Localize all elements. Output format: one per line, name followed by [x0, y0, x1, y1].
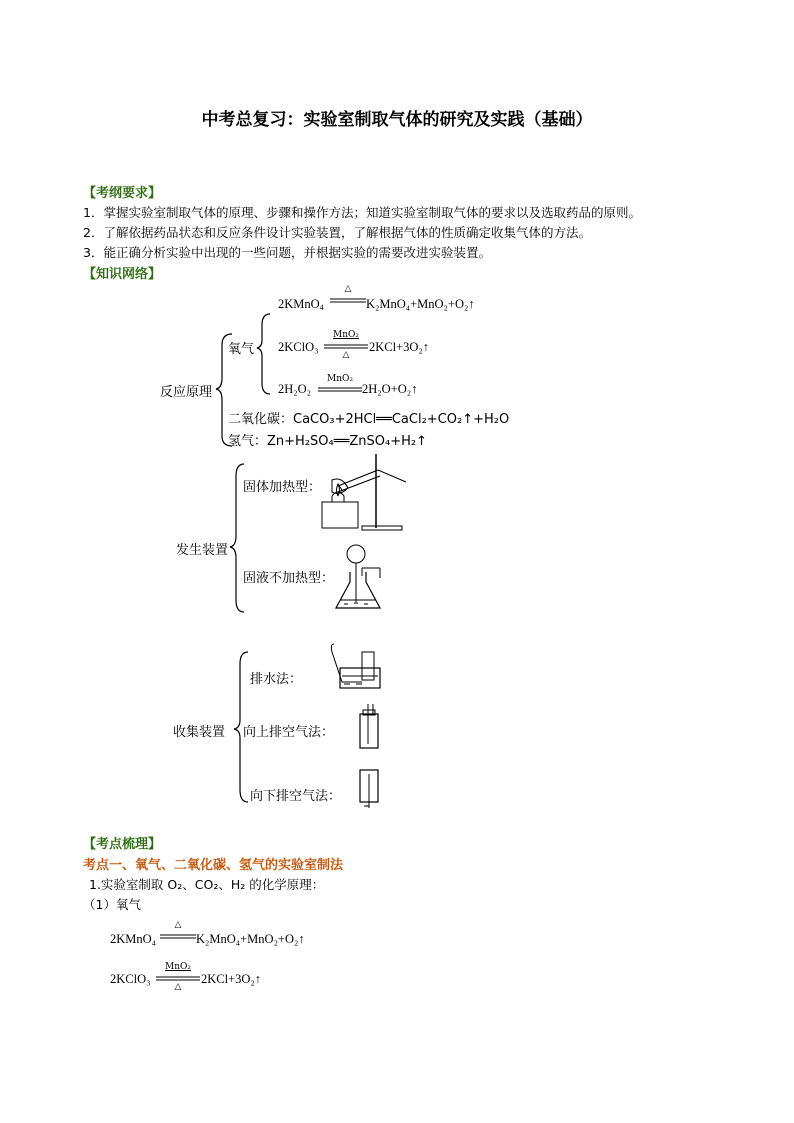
eq-kmno4-arrow: [330, 298, 366, 304]
eq-kclo3-cond-bottom: △: [342, 350, 350, 360]
upward-air-illustration: [358, 704, 382, 750]
kp-eq-kclo3-cond-bottom: △: [174, 982, 182, 992]
eq-h2o2-left: 2H₂O₂: [278, 382, 312, 396]
collection-label: 收集装置: [173, 725, 226, 740]
kp-eq-kmno4-arrow: [160, 934, 196, 940]
water-displacement-label: 排水法：: [250, 672, 303, 687]
point1-sub1: （1）氧气: [83, 897, 141, 912]
eq-kclo3-right: 2KCl+3O₂↑: [369, 340, 430, 354]
upward-air-label: 向上排空气法：: [243, 725, 335, 740]
exam-requirements-header: 【考纲要求】: [83, 186, 162, 201]
kp-eq-kmno4-left: 2KMnO₄: [110, 932, 157, 946]
reaction-principle-label: 反应原理: [160, 385, 213, 400]
co2-equation: 二氧化碳：CaCO₃+2HCl══CaCl₂+CO₂↑+H₂O: [228, 412, 510, 427]
kp-eq-kclo3-left: 2KClO₃: [110, 972, 151, 986]
knowledge-network-header: 【知识网络】: [83, 267, 162, 282]
eq-kclo3-left: 2KClO₃: [278, 340, 319, 354]
kp-eq-kmno4-right: K₂MnO₄+MnO₂+O₂↑: [196, 932, 305, 946]
requirement-2: 2．了解依据药品状态和反应条件设计实验装置，了解根据气体的性质确定收集气体的方法。: [83, 225, 591, 240]
solid-heat-apparatus-illustration: [318, 452, 408, 532]
kp-eq-kmno4-cond: △: [174, 920, 182, 930]
h2-equation: 氢气：Zn+H₂SO₄══ZnSO₄+H₂↑: [228, 434, 427, 449]
requirement-3: 3．能正确分析实验中出现的一些问题，并根据实验的需要改进实验装置。: [83, 245, 491, 260]
solid-liquid-apparatus-illustration: [330, 542, 390, 614]
eq-kclo3-cond-top: MnO₂: [333, 330, 359, 340]
generation-label: 发生装置: [176, 543, 229, 558]
key-points-header: 【考点梳理】: [83, 837, 162, 852]
solid-liquid-label: 固液不加热型：: [243, 571, 335, 586]
eq-kmno4-left: 2KMnO$_4$: [278, 297, 324, 312]
eq-kmno4-cond: △: [344, 284, 352, 294]
eq-h2o2-arrow: [318, 387, 362, 393]
solid-heat-label: 固体加热型：: [243, 480, 322, 495]
eq-h2o2-right: 2H₂O+O₂↑: [362, 382, 418, 396]
downward-air-label: 向下排空气法：: [250, 789, 342, 804]
page-title: 中考总复习：实验室制取气体的研究及实践（基础）: [201, 110, 593, 130]
kp-eq-kclo3-cond-top: MnO₂: [165, 962, 191, 972]
water-collection-illustration: [330, 642, 384, 692]
oxygen-label: 氧气: [228, 342, 255, 357]
downward-air-illustration: [358, 768, 382, 808]
point1-item1: 1.实验室制取 O₂、CO₂、H₂ 的化学原理：: [89, 877, 325, 892]
requirement-1: 1．掌握实验室制取气体的原理、步骤和操作方法；知道实验室制取气体的要求以及选取药品的原则。: [83, 205, 641, 220]
eq-h2o2-cond: MnO₂: [327, 374, 353, 384]
point1-title: 考点一、氧气、二氧化碳、氢气的实验室制法: [83, 858, 344, 873]
eq-kmno4-right: K₂MnO₄+MnO₂+O₂↑: [366, 297, 475, 311]
kp-eq-kclo3-right: 2KCl+3O₂↑: [201, 972, 262, 986]
